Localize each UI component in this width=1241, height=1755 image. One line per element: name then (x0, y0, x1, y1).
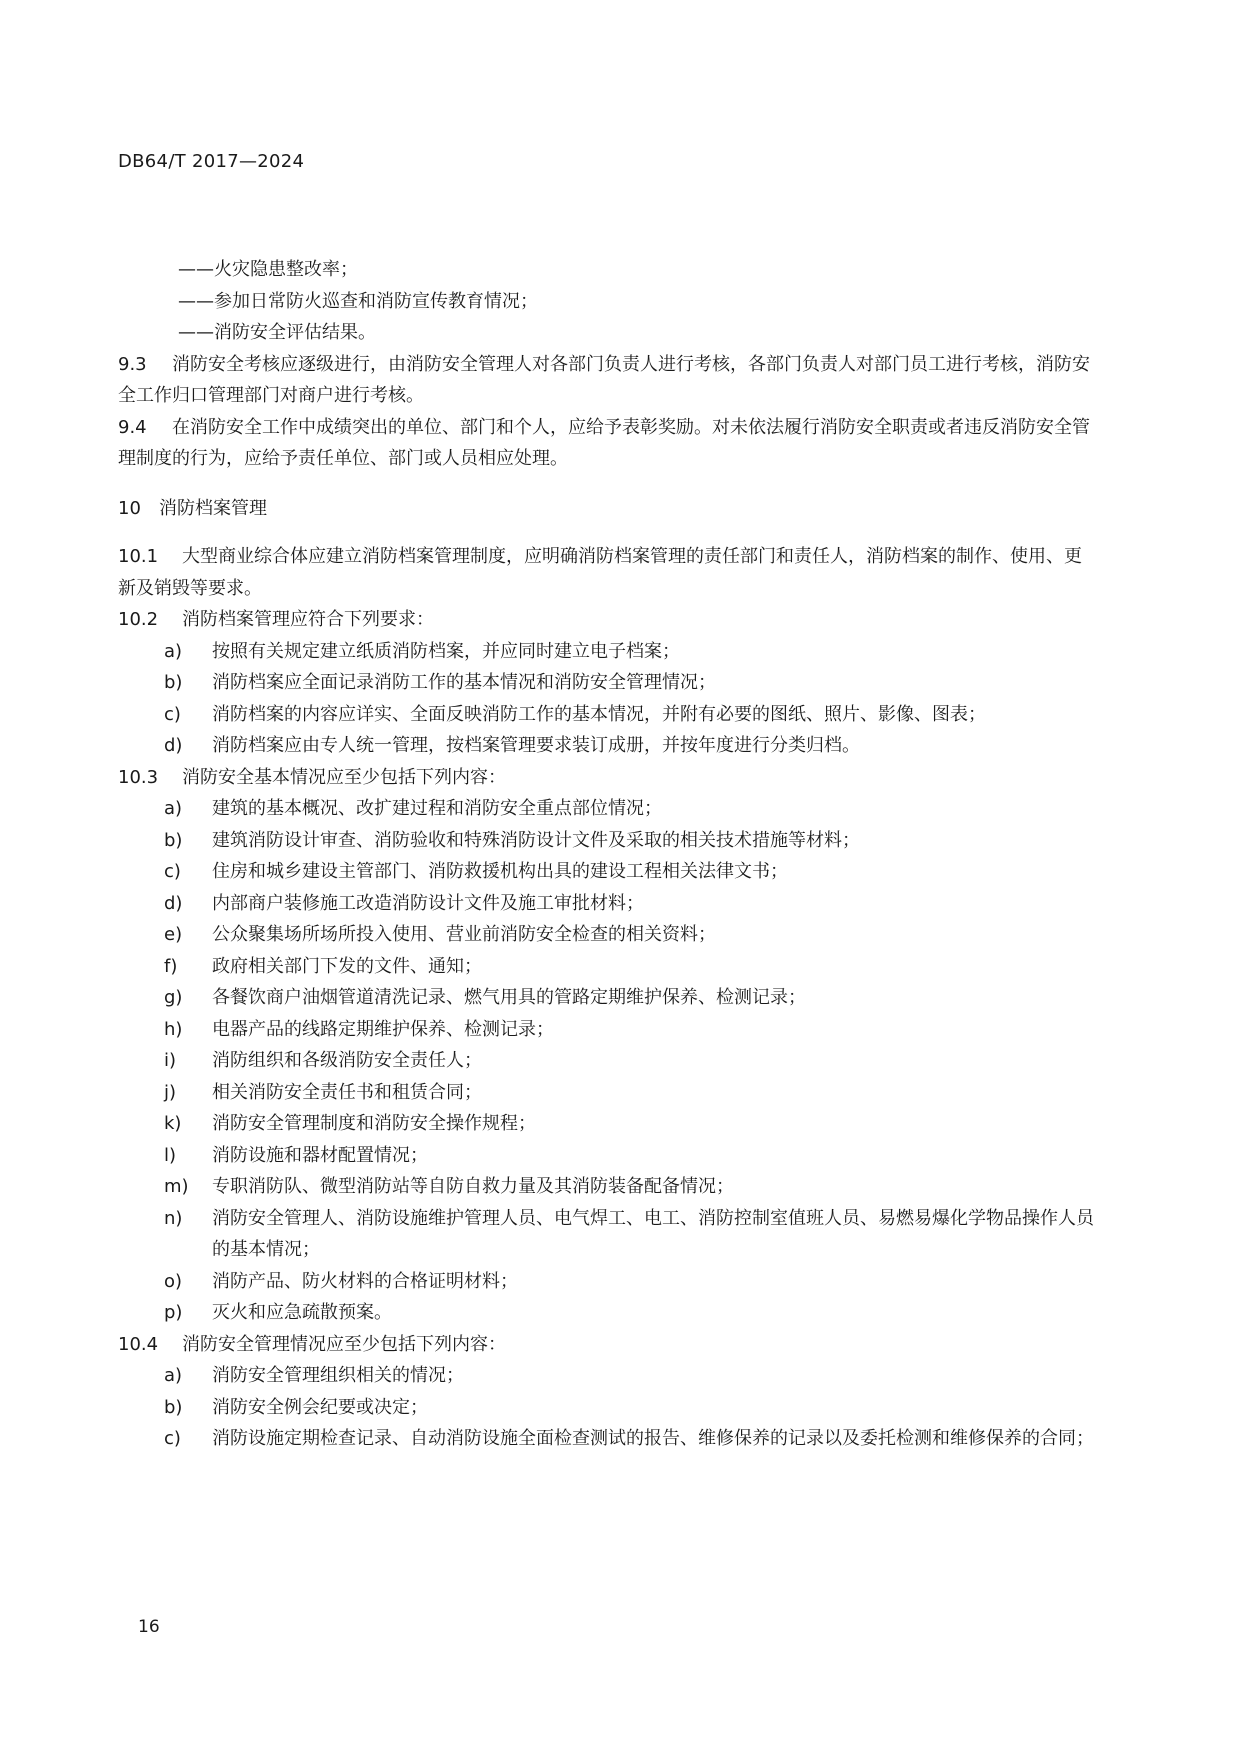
item-text: 消防产品、防火材料的合格证明材料； (212, 1270, 518, 1292)
dash-list (118, 254, 1098, 349)
clause-number: 10.4 (118, 1333, 159, 1355)
document-code-header: DB64/T 2017—2024 (118, 151, 305, 172)
list-item (118, 1297, 1098, 1329)
clause-9-4 (118, 412, 1098, 475)
page-number: 16 (138, 1617, 160, 1637)
item-text: 建筑的基本概况、改扩建过程和消防安全重点部位情况； (212, 798, 662, 819)
item-text: 消防组织和各级消防安全责任人； (212, 1050, 482, 1071)
item-label: c) (164, 861, 181, 882)
item-label: i) (164, 1050, 177, 1071)
item-label: p) (164, 1302, 183, 1323)
list-item (118, 825, 1098, 857)
item-label: d) (164, 892, 183, 914)
item-text: 电器产品的线路定期维护保养、检测记录； (212, 1018, 554, 1040)
item-label: e) (164, 924, 183, 945)
clause-10-3-list (118, 793, 1098, 1329)
clause-10-2-list (118, 636, 1098, 762)
item-label: g) (164, 987, 183, 1008)
document-body (118, 254, 1098, 1455)
clause-number: 9.3 (118, 353, 147, 375)
item-text: 住房和城乡建设主管部门、消防救援机构出具的建设工程相关法律文书； (212, 861, 788, 882)
clause-number: 10.2 (118, 609, 159, 630)
list-item (118, 793, 1098, 825)
clause-text: 消防安全基本情况应至少包括下列内容： (182, 766, 506, 788)
item-label: a) (164, 798, 183, 819)
list-item (118, 1360, 1098, 1392)
item-text: 公众聚集场所场所投入使用、营业前消防安全检查的相关资料； (212, 924, 716, 945)
list-item (118, 1423, 1098, 1455)
list-item (118, 982, 1098, 1014)
item-text: 消防安全例会纪要或决定； (212, 1396, 428, 1418)
list-item (118, 1108, 1098, 1140)
dash-item: ——参加日常防火巡查和消防宣传教育情况； (178, 290, 538, 312)
item-text: 建筑消防设计审查、消防验收和特殊消防设计文件及采取的相关技术措施等材料； (212, 829, 860, 851)
clause-number: 10.1 (118, 546, 159, 567)
item-label: h) (164, 1018, 183, 1040)
clause-text: 大型商业综合体应建立消防档案管理制度，应明确消防档案管理的责任部门和责任人，消防档案的制作、使用、更新及销毁等要求。 (118, 546, 1082, 599)
section-title: 消防档案管理 (159, 497, 267, 519)
list-item (118, 951, 1098, 983)
list-item (118, 856, 1098, 888)
item-label: a) (164, 640, 183, 662)
list-item (118, 1392, 1098, 1424)
dash-item: ——火灾隐患整改率； (178, 259, 358, 280)
section-10-heading (118, 493, 1098, 525)
clause-10-3 (118, 762, 1098, 794)
item-text: 专职消防队、微型消防站等自防自救力量及其消防装备配备情况； (212, 1176, 734, 1197)
item-text: 各餐饮商户油烟管道清洗记录、燃气用具的管路定期维护保养、检测记录； (212, 987, 806, 1008)
clause-number: 10.3 (118, 766, 159, 788)
clause-text: 消防档案管理应符合下列要求： (182, 609, 434, 630)
item-label: m) (164, 1176, 189, 1197)
item-text: 消防设施定期检查记录、自动消防设施全面检查测试的报告、维修保养的记录以及委托检测和维修保养的合同； (212, 1428, 1094, 1449)
item-label: b) (164, 1396, 183, 1418)
item-text: 消防设施和器材配置情况； (212, 1144, 428, 1166)
list-item (118, 667, 1098, 699)
clause-text: 在消防安全工作中成绩突出的单位、部门和个人，应给予表彰奖励。对未依法履行消防安全职责或者违反消防安全管理制度的行为，应给予责任单位、部门或人员相应处理。 (118, 416, 1090, 469)
item-label: j) (164, 1081, 177, 1103)
item-text: 灭火和应急疏散预案。 (212, 1302, 392, 1323)
item-label: n) (164, 1207, 183, 1229)
list-item (118, 1014, 1098, 1046)
list-item (118, 919, 1098, 951)
list-item (118, 1077, 1098, 1109)
item-label: c) (164, 703, 181, 725)
item-label: l) (164, 1144, 177, 1166)
item-text: 消防安全管理人、消防设施维护管理人员、电气焊工、电工、消防控制室值班人员、易燃易爆化学物品操作人员的基本情况； (212, 1207, 1094, 1260)
list-item (118, 1045, 1098, 1077)
clause-text: 消防安全管理情况应至少包括下列内容： (182, 1333, 506, 1355)
list-item (118, 1203, 1098, 1266)
dash-item: ——消防安全评估结果。 (178, 322, 376, 343)
item-text: 消防安全管理制度和消防安全操作规程； (212, 1113, 536, 1134)
clause-10-2 (118, 604, 1098, 636)
list-item (118, 730, 1098, 762)
item-label: d) (164, 735, 183, 756)
clause-10-4-list (118, 1360, 1098, 1455)
item-text: 相关消防安全责任书和租赁合同； (212, 1081, 482, 1103)
clause-9-3 (118, 349, 1098, 412)
item-label: f) (164, 955, 178, 977)
list-item (118, 1171, 1098, 1203)
item-text: 消防安全管理组织相关的情况； (212, 1365, 464, 1386)
item-label: o) (164, 1270, 183, 1292)
item-label: c) (164, 1428, 181, 1449)
list-item (118, 1266, 1098, 1298)
clause-text: 消防安全考核应逐级进行，由消防安全管理人对各部门负责人进行考核，各部门负责人对部门员工进行考核，消防安全工作归口管理部门对商户进行考核。 (118, 353, 1090, 406)
list-item (118, 1140, 1098, 1172)
item-text: 消防档案应全面记录消防工作的基本情况和消防安全管理情况； (212, 672, 716, 693)
item-text: 按照有关规定建立纸质消防档案，并应同时建立电子档案； (212, 640, 680, 662)
clause-10-4 (118, 1329, 1098, 1361)
item-label: k) (164, 1113, 182, 1134)
list-item (118, 636, 1098, 668)
item-label: a) (164, 1365, 183, 1386)
item-text: 消防档案的内容应详实、全面反映消防工作的基本情况，并附有必要的图纸、照片、影像、图表； (212, 703, 986, 725)
section-number: 10 (118, 497, 141, 519)
clause-number: 9.4 (118, 416, 147, 438)
item-text: 政府相关部门下发的文件、通知； (212, 955, 482, 977)
list-item (118, 699, 1098, 731)
item-text: 内部商户装修施工改造消防设计文件及施工审批材料； (212, 892, 644, 914)
item-text: 消防档案应由专人统一管理，按档案管理要求装订成册，并按年度进行分类归档。 (212, 735, 860, 756)
item-label: b) (164, 672, 183, 693)
list-item (118, 888, 1098, 920)
clause-10-1 (118, 541, 1098, 604)
item-label: b) (164, 829, 183, 851)
